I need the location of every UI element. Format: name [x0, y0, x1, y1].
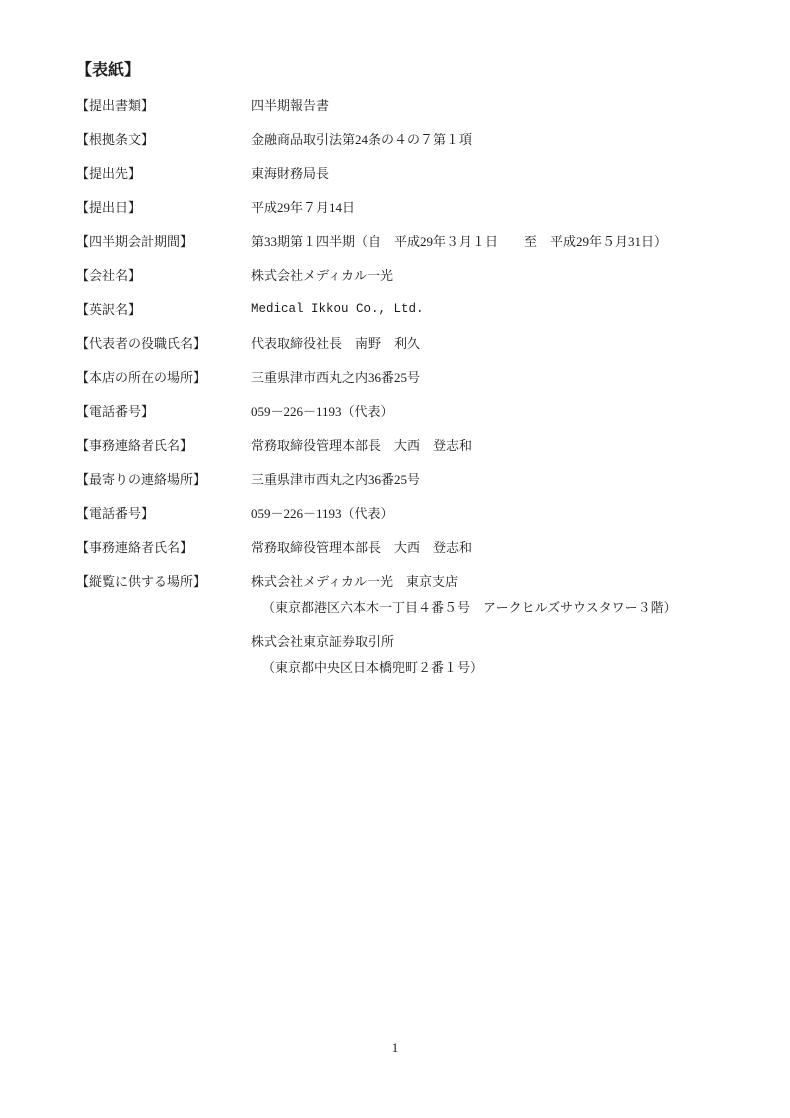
field-label: 【提出先】 [76, 166, 142, 181]
field-row-company-name [76, 266, 746, 285]
field-label: 【最寄りの連絡場所】 [76, 472, 207, 487]
field-label: 【四半期会計期間】 [76, 234, 194, 249]
page-title: 【表紙】 [76, 62, 141, 79]
field-label: 【縦覧に供する場所】 [76, 574, 207, 589]
field-label: 【提出書類】 [76, 98, 155, 113]
field-value: 代表取締役社長 南野 利久 [251, 336, 421, 351]
inspection-place-name: 株式会社メディカル一光 東京支店 [251, 574, 458, 589]
field-label: 【会社名】 [76, 268, 142, 283]
field-row-english-name [76, 300, 746, 319]
field-value: 常務取締役管理本部長 大西 登志和 [251, 540, 473, 555]
field-row-quarter-period [76, 232, 746, 251]
field-row-contact-person-1 [76, 436, 746, 455]
field-row-legal-basis [76, 130, 746, 149]
field-row-contact-person-2 [76, 538, 746, 557]
field-label: 【電話番号】 [76, 506, 155, 521]
field-label: 【電話番号】 [76, 404, 155, 419]
field-label: 【本店の所在の場所】 [76, 370, 207, 385]
field-row-phone-number-1 [76, 402, 746, 421]
field-row-nearest-contact-place [76, 470, 746, 489]
field-value: Medical Ikkou Co., Ltd. [251, 302, 424, 316]
field-row-submitted-document [76, 96, 746, 115]
field-row-public-inspection-places [76, 572, 746, 684]
field-label: 【英訳名】 [76, 302, 142, 317]
field-label: 【代表者の役職氏名】 [76, 336, 207, 351]
field-row-submission-date [76, 198, 746, 217]
field-value: 四半期報告書 [251, 98, 330, 113]
inspection-places [251, 572, 746, 684]
spacer [251, 624, 746, 632]
field-value: 金融商品取引法第24条の４の７第１項 [251, 132, 473, 147]
field-row-phone-number-2 [76, 504, 746, 523]
field-label: 【事務連絡者氏名】 [76, 438, 194, 453]
inspection-place-address: （東京都港区六本木一丁目４番５号 アークヒルズサウスタワー３階） [262, 600, 677, 615]
field-value: 東海財務局長 [251, 166, 330, 181]
field-value: 059－226－1193（代表） [251, 506, 394, 521]
field-value: 常務取締役管理本部長 大西 登志和 [251, 438, 473, 453]
field-value: 三重県津市西丸之内36番25号 [251, 472, 421, 487]
field-value: 株式会社メディカル一光 [251, 268, 393, 283]
page-number: 1 [391, 1040, 399, 1055]
field-label: 【提出日】 [76, 200, 142, 215]
field-label: 【事務連絡者氏名】 [76, 540, 194, 555]
field-label: 【根拠条文】 [76, 132, 155, 147]
field-value: 第33期第１四半期（自 平成29年３月１日 至 平成29年５月31日） [251, 234, 668, 249]
field-row-representative [76, 334, 746, 353]
field-value: 三重県津市西丸之内36番25号 [251, 370, 421, 385]
cover-content [76, 60, 746, 699]
inspection-place-address: （東京都中央区日本橋兜町２番１号） [262, 660, 484, 675]
field-row-head-office-location [76, 368, 746, 387]
inspection-place-name: 株式会社東京証券取引所 [251, 634, 395, 649]
field-value: 平成29年７月14日 [251, 200, 356, 215]
field-value: 059－226－1193（代表） [251, 404, 394, 419]
field-row-submitted-to [76, 164, 746, 183]
